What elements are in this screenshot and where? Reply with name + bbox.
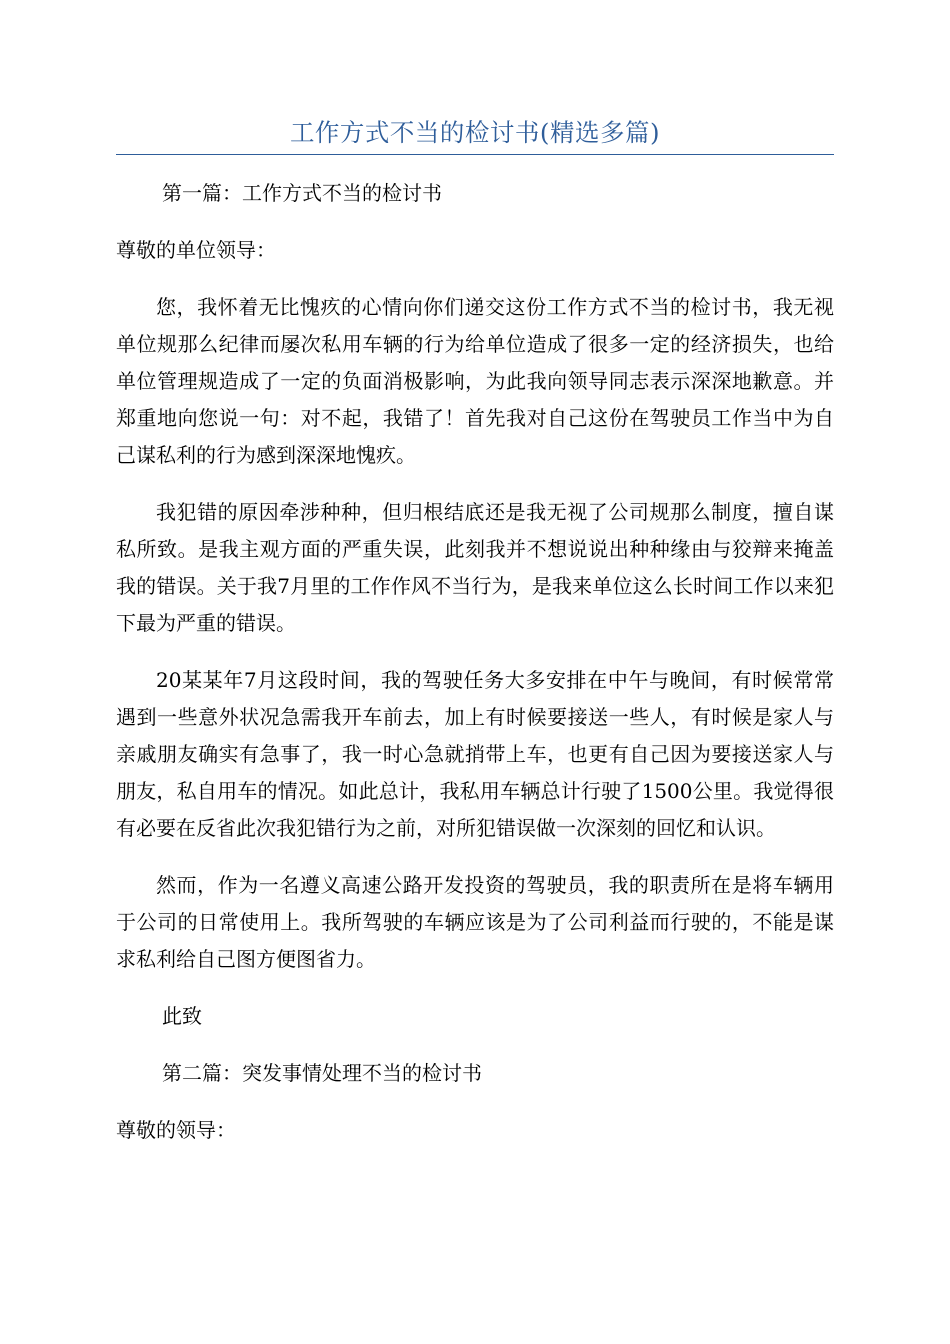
section-1-paragraph-4: 然而，作为一名遵义高速公路开发投资的驾驶员，我的职责所在是将车辆用于公司的日常使用上。我所驾驶的车辆应该是为了公司利益而行驶的，不能是谋求私利给自己图方便图省力。 <box>116 873 834 971</box>
document-body <box>116 175 834 1169</box>
section-2-salutation: 尊敬的领导： <box>116 1118 236 1142</box>
section-1-heading: 第一篇：工作方式不当的检讨书 <box>162 181 442 205</box>
section-1-salutation: 尊敬的单位领导： <box>116 238 276 262</box>
section-1-paragraph-2: 我犯错的原因牵涉种种，但归根结底还是我无视了公司规那么制度，擅自谋私所致。是我主观方面的严重失误，此刻我并不想说说出种种缘由与狡辩来掩盖我的错误。关于我7月里的工作作风不当行为，是我来单位这么长时间工作以来犯下最为严重的错误。 <box>116 500 834 635</box>
document-title: 工作方式不当的检讨书(精选多篇) <box>289 118 661 147</box>
section-1-closing: 此致 <box>162 1004 202 1028</box>
section-1-paragraph-1: 您，我怀着无比愧疚的心情向你们递交这份工作方式不当的检讨书，我无视单位规那么纪律而屡次私用车辆的行为给单位造成了很多一定的经济损失，也给单位管理规造成了一定的负面消极影响，为此我向领导同志表示深深地歉意。并郑重地向您说一句：对不起，我错了！首先我对自己这份在驾驶员工作当中为自己谋私利的行为感到深深地愧疚。 <box>116 295 834 467</box>
section-1-paragraph-3: 20某某年7月这段时间，我的驾驶任务大多安排在中午与晚间，有时候常常遇到一些意外状况急需我开车前去，加上有时候要接送一些人，有时候是家人与亲戚朋友确实有急事了，我一时心急就捎带上车，也更有自己因为要接送家人与朋友，私自用车的情况。如此总计，我私用车辆总计行驶了1500公里。我觉得很有必要在反省此次我犯错行为之前，对所犯错误做一次深刻的回忆和认识。 <box>116 668 834 840</box>
section-2-heading: 第二篇：突发事情处理不当的检讨书 <box>162 1061 482 1085</box>
title-underline <box>116 154 834 155</box>
